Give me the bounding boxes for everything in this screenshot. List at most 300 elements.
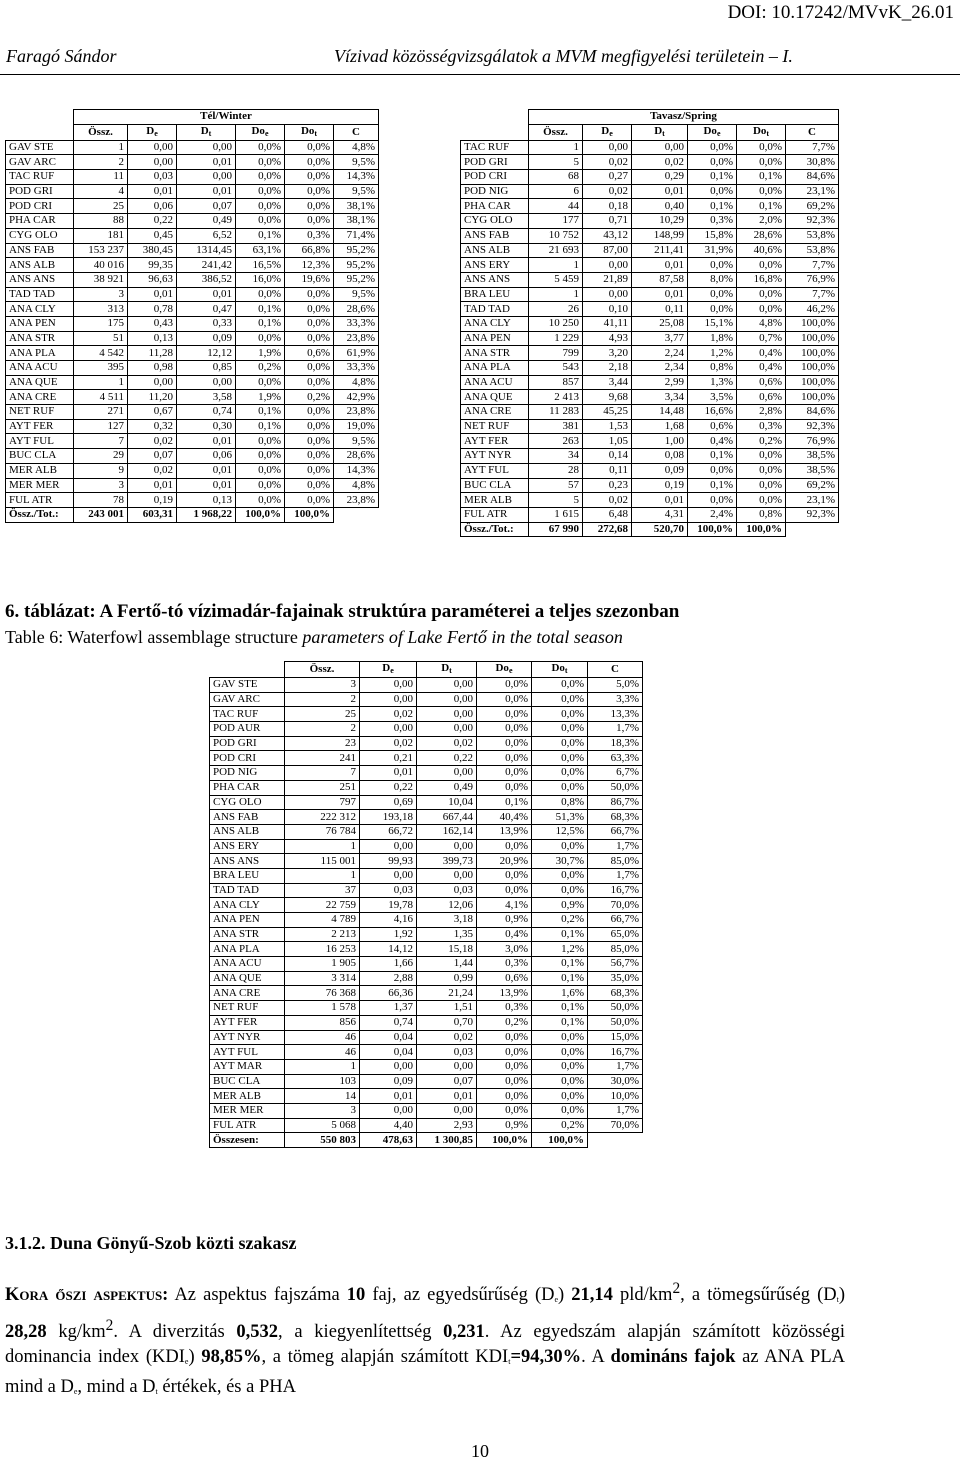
value-cell: 56,7% [588, 957, 643, 972]
value-cell: 1 [285, 839, 360, 854]
value-cell: 0,0% [532, 722, 588, 737]
value-cell: 0,00 [128, 140, 177, 155]
table-row [6, 214, 379, 229]
value-cell: 2 213 [285, 927, 360, 942]
table-row [210, 707, 643, 722]
table-row [461, 463, 839, 478]
winter-table [5, 109, 379, 523]
table-row [6, 331, 379, 346]
table-row [6, 140, 379, 155]
table-row [6, 390, 379, 405]
value-cell: 1,2% [532, 942, 588, 957]
species-code-cell: ANA PLA [210, 942, 285, 957]
value-cell: 399,73 [417, 854, 477, 869]
value-cell: 33,3% [334, 316, 379, 331]
value-cell: 87,00 [583, 243, 632, 258]
species-code-cell: NET RUF [6, 405, 74, 420]
species-code-cell: ANS ALB [461, 243, 529, 258]
species-code-cell: ANS ALB [210, 824, 285, 839]
value-cell: 0,00 [360, 1059, 417, 1074]
value-cell: 100,0% [786, 331, 839, 346]
value-cell: 43,12 [583, 228, 632, 243]
value-cell: 1,00 [632, 434, 688, 449]
value-cell: 0,00 [417, 766, 477, 781]
species-code-cell: AYT FUL [461, 463, 529, 478]
table-row [6, 493, 379, 508]
value-cell: 0,00 [632, 140, 688, 155]
value-cell: 0,0% [532, 766, 588, 781]
value-cell: 0,0% [236, 184, 285, 199]
value-cell: 2,34 [632, 361, 688, 376]
value-cell: 7,7% [786, 258, 839, 273]
value-cell: 0,70 [417, 1015, 477, 1030]
species-code-cell: ANS FAB [210, 810, 285, 825]
table-caption-hungarian: 6. táblázat: A Fertő-tó vízimadár-fajainak struktúra paraméterei a teljes szezonban [5, 601, 680, 622]
value-cell: 0,02 [417, 736, 477, 751]
species-code-cell: ANA ACU [461, 375, 529, 390]
value-cell: 0,0% [532, 780, 588, 795]
value-cell: 0,3% [477, 1001, 532, 1016]
value-cell: 5 [529, 493, 583, 508]
value-cell: 0,0% [477, 736, 532, 751]
value-cell: 0,06 [177, 449, 236, 464]
value-cell: 5 459 [529, 272, 583, 287]
value-cell: 0,1% [236, 302, 285, 317]
species-code-cell: POD GRI [210, 736, 285, 751]
value-cell: 0,0% [688, 302, 737, 317]
value-cell: 78 [74, 493, 128, 508]
value-cell: 799 [529, 346, 583, 361]
value-cell: 0,6% [737, 390, 786, 405]
value-cell: 2 [285, 722, 360, 737]
species-code-cell: MER ALB [461, 493, 529, 508]
value-cell: 1,7% [588, 868, 643, 883]
value-cell: 162,14 [417, 824, 477, 839]
value-cell: 21,24 [417, 986, 477, 1001]
value-cell: 1,9% [236, 346, 285, 361]
winter-column-header-row [6, 124, 379, 140]
value-cell: 0,0% [688, 493, 737, 508]
table-row [461, 155, 839, 170]
value-cell: 86,7% [588, 795, 643, 810]
value-cell: 2 413 [529, 390, 583, 405]
value-cell: 70,0% [588, 1118, 643, 1133]
value-cell: 1 905 [285, 957, 360, 972]
table-row [210, 824, 643, 839]
value-cell: 857 [529, 375, 583, 390]
value-cell: 38 921 [74, 272, 128, 287]
table-row [210, 751, 643, 766]
value-cell: 69,2% [786, 478, 839, 493]
species-code-cell: CYG OLO [6, 228, 74, 243]
total-cell: 603,31 [128, 507, 177, 522]
value-cell: 1314,45 [177, 243, 236, 258]
value-cell: 85,0% [588, 854, 643, 869]
value-cell: 1 [529, 287, 583, 302]
total-cell: 520,70 [632, 522, 688, 537]
value-cell: 95,2% [334, 243, 379, 258]
value-cell: 0,00 [177, 170, 236, 185]
table-row [210, 957, 643, 972]
value-cell: 0,00 [360, 692, 417, 707]
value-cell: 53,8% [786, 228, 839, 243]
value-cell: 0,0% [688, 463, 737, 478]
total-cell: 550 803 [285, 1133, 360, 1148]
value-cell: 0,4% [477, 927, 532, 942]
value-cell: 0,04 [360, 1045, 417, 1060]
species-code-cell: TAD TAD [6, 287, 74, 302]
species-code-cell: AYT FER [210, 1015, 285, 1030]
value-cell: 211,41 [632, 243, 688, 258]
value-cell: 0,1% [688, 478, 737, 493]
value-cell: 4,1% [477, 898, 532, 913]
value-cell: 175 [74, 316, 128, 331]
value-cell: 181 [74, 228, 128, 243]
spring-total-row [461, 522, 839, 537]
value-cell: 0,0% [477, 1059, 532, 1074]
species-code-cell: AYT FER [461, 434, 529, 449]
value-cell: 19,78 [360, 898, 417, 913]
table-row [461, 302, 839, 317]
value-cell: 84,6% [786, 170, 839, 185]
value-cell: 0,0% [236, 434, 285, 449]
value-cell: 46 [285, 1030, 360, 1045]
table-row [210, 1103, 643, 1118]
species-code-cell: ANA QUE [210, 971, 285, 986]
col-header-doe: $Do_e$ [236, 124, 285, 140]
species-code-cell: BRA LEU [210, 868, 285, 883]
table-row [461, 214, 839, 229]
table-row [210, 883, 643, 898]
value-cell: 15,18 [417, 942, 477, 957]
value-cell: 0,99 [417, 971, 477, 986]
value-cell: 71,4% [334, 228, 379, 243]
value-cell: 87,58 [632, 272, 688, 287]
value-cell: 193,18 [360, 810, 417, 825]
species-code-cell: BRA LEU [461, 287, 529, 302]
value-cell: 0,01 [177, 155, 236, 170]
value-cell: 0,0% [236, 375, 285, 390]
value-cell: 16,5% [236, 258, 285, 273]
table-row [210, 927, 643, 942]
value-cell: 177 [529, 214, 583, 229]
value-cell: 0,1% [236, 419, 285, 434]
spring-column-header-row [461, 124, 839, 140]
value-cell: 92,3% [786, 419, 839, 434]
winter-season-header: Tél/Winter [74, 110, 379, 125]
species-code-cell: MER ALB [6, 463, 74, 478]
page-number: 10 [471, 1441, 489, 1461]
table-row [6, 316, 379, 331]
species-code-cell: ANS ANS [6, 272, 74, 287]
value-cell: 20,9% [477, 854, 532, 869]
value-cell: 12,3% [285, 258, 334, 273]
value-cell: 76,9% [786, 272, 839, 287]
value-cell: 0,0% [737, 155, 786, 170]
value-cell: 10,29 [632, 214, 688, 229]
value-cell: 0,0% [532, 1103, 588, 1118]
value-cell: 0,00 [177, 375, 236, 390]
col-header-c: C [786, 124, 839, 140]
value-cell: 25,08 [632, 316, 688, 331]
col-header-de: $D_e$ [128, 124, 177, 140]
value-cell: 0,0% [477, 839, 532, 854]
value-cell: 0,00 [417, 839, 477, 854]
table-row [461, 184, 839, 199]
value-cell: 0,00 [128, 155, 177, 170]
species-code-cell: MER MER [6, 478, 74, 493]
value-cell: 0,0% [236, 170, 285, 185]
table-row [6, 375, 379, 390]
value-cell: 0,00 [177, 140, 236, 155]
table-row [461, 170, 839, 185]
value-cell: 0,0% [532, 736, 588, 751]
value-cell: 0,74 [177, 405, 236, 420]
value-cell: 15,1% [688, 316, 737, 331]
value-cell: 0,00 [417, 722, 477, 737]
header-rule [0, 74, 960, 75]
value-cell: 11 [74, 170, 128, 185]
value-cell: 386,52 [177, 272, 236, 287]
value-cell: 16,8% [737, 272, 786, 287]
value-cell: 0,0% [285, 405, 334, 420]
species-code-cell: ANA CLY [6, 302, 74, 317]
value-cell: 127 [74, 419, 128, 434]
value-cell: 0,47 [177, 302, 236, 317]
value-cell: 0,29 [632, 170, 688, 185]
value-cell: 3 314 [285, 971, 360, 986]
value-cell: 0,1% [532, 971, 588, 986]
value-cell: 0,0% [532, 1030, 588, 1045]
value-cell: 0,00 [417, 678, 477, 693]
value-cell: 85,0% [588, 942, 643, 957]
value-cell: 0,4% [688, 434, 737, 449]
value-cell: 0,0% [737, 449, 786, 464]
species-code-cell: AYT NYR [461, 449, 529, 464]
value-cell: 23,8% [334, 331, 379, 346]
value-cell: 0,0% [285, 449, 334, 464]
overall-total-row [210, 1133, 643, 1148]
col-header-ossz: Össz. [529, 124, 583, 140]
value-cell: 0,0% [737, 463, 786, 478]
table-row [6, 199, 379, 214]
value-cell: 0,8% [688, 361, 737, 376]
table-row [210, 780, 643, 795]
value-cell: 0,0% [477, 1103, 532, 1118]
value-cell: 1 [74, 375, 128, 390]
value-cell: 0,1% [532, 1001, 588, 1016]
table-row [210, 810, 643, 825]
value-cell: 0,0% [532, 839, 588, 854]
species-code-cell: NET RUF [210, 1001, 285, 1016]
value-cell: 0,07 [177, 199, 236, 214]
table-row [461, 140, 839, 155]
value-cell: 0,01 [632, 493, 688, 508]
value-cell: 9,5% [334, 287, 379, 302]
table-row [210, 736, 643, 751]
value-cell: 0,01 [177, 287, 236, 302]
total-cell: 1 968,22 [177, 507, 236, 522]
value-cell: 2,99 [632, 375, 688, 390]
value-cell: 6,52 [177, 228, 236, 243]
value-cell: 0,0% [688, 155, 737, 170]
table-row [461, 243, 839, 258]
value-cell: 1 578 [285, 1001, 360, 1016]
table-row [6, 302, 379, 317]
species-code-cell: ANA CLY [461, 316, 529, 331]
value-cell: 0,0% [688, 184, 737, 199]
value-cell: 6,7% [588, 766, 643, 781]
table-row [461, 287, 839, 302]
value-cell: 0,0% [532, 1074, 588, 1089]
value-cell: 0,00 [360, 678, 417, 693]
value-cell: 68,3% [588, 986, 643, 1001]
table-row [210, 1001, 643, 1016]
value-cell: 0,0% [285, 493, 334, 508]
value-cell: 0,0% [688, 258, 737, 273]
total-cell: 100,0% [737, 522, 786, 537]
value-cell: 0,00 [417, 1103, 477, 1118]
species-code-cell: CYG OLO [210, 795, 285, 810]
value-cell: 4 [74, 184, 128, 199]
value-cell: 29 [74, 449, 128, 464]
col-header-dot: $Do_t$ [285, 124, 334, 140]
value-cell: 70,0% [588, 898, 643, 913]
value-cell: 0,0% [285, 331, 334, 346]
value-cell: 0,00 [417, 1059, 477, 1074]
value-cell: 0,00 [417, 868, 477, 883]
value-cell: 10,0% [588, 1089, 643, 1104]
value-cell: 21,89 [583, 272, 632, 287]
value-cell: 0,0% [532, 883, 588, 898]
value-cell: 0,00 [583, 287, 632, 302]
value-cell: 0,0% [285, 214, 334, 229]
table-row [210, 971, 643, 986]
table-row [461, 272, 839, 287]
species-code-cell: TAD TAD [210, 883, 285, 898]
value-cell: 0,2% [532, 913, 588, 928]
col-header-ossz: Össz. [74, 124, 128, 140]
species-code-cell: TAD TAD [461, 302, 529, 317]
value-cell: 68 [529, 170, 583, 185]
value-cell: 0,3% [285, 228, 334, 243]
value-cell: 0,27 [583, 170, 632, 185]
value-cell: 40,4% [477, 810, 532, 825]
table-row [6, 434, 379, 449]
value-cell: 3 [74, 287, 128, 302]
table-row [210, 898, 643, 913]
species-code-cell: AYT FER [6, 419, 74, 434]
value-cell: 11 283 [529, 405, 583, 420]
value-cell: 50,0% [588, 780, 643, 795]
value-cell: 0,0% [477, 722, 532, 737]
total-cell: 100,0% [236, 507, 285, 522]
species-code-cell: AYT FUL [210, 1045, 285, 1060]
value-cell: 23 [285, 736, 360, 751]
value-cell: 0,1% [688, 199, 737, 214]
value-cell: 0,32 [128, 419, 177, 434]
species-code-cell: POD CRI [6, 199, 74, 214]
value-cell: 23,1% [786, 493, 839, 508]
value-cell: 0,0% [532, 1089, 588, 1104]
value-cell: 30,8% [786, 155, 839, 170]
table-row [6, 405, 379, 420]
value-cell: 0,0% [737, 258, 786, 273]
value-cell: 0,0% [236, 449, 285, 464]
table-row [461, 258, 839, 273]
value-cell: 0,01 [177, 434, 236, 449]
value-cell: 0,0% [285, 478, 334, 493]
species-code-cell: ANA STR [210, 927, 285, 942]
col-header-ossz: Össz. [285, 662, 360, 678]
value-cell: 51,3% [532, 810, 588, 825]
running-header-author: Faragó Sándor [6, 46, 117, 66]
value-cell: 26 [529, 302, 583, 317]
doi-label: DOI: 10.17242/MVvK_26.01 [727, 2, 954, 23]
value-cell: 6 [529, 184, 583, 199]
table-row [210, 678, 643, 693]
value-cell: 40 016 [74, 258, 128, 273]
value-cell: 9,5% [334, 155, 379, 170]
value-cell: 44 [529, 199, 583, 214]
value-cell: 1,7% [588, 1059, 643, 1074]
species-code-cell: ANA PEN [6, 316, 74, 331]
table-row [6, 184, 379, 199]
value-cell: 0,02 [128, 434, 177, 449]
value-cell: 14,48 [632, 405, 688, 420]
value-cell: 0,43 [128, 316, 177, 331]
table-row [461, 331, 839, 346]
spring-table [460, 109, 839, 537]
value-cell: 30,7% [532, 854, 588, 869]
value-cell: 0,4% [737, 346, 786, 361]
species-code-cell: ANS ANS [210, 854, 285, 869]
value-cell: 0,6% [737, 375, 786, 390]
species-code-cell: POD NIG [461, 184, 529, 199]
table-row [461, 507, 839, 522]
value-cell: 33,3% [334, 361, 379, 376]
species-code-cell: TAC RUF [210, 707, 285, 722]
species-code-cell: GAV STE [210, 678, 285, 693]
value-cell: 9,5% [334, 434, 379, 449]
value-cell: 1,7% [588, 1103, 643, 1118]
value-cell: 0,03 [360, 883, 417, 898]
value-cell: 1 [285, 868, 360, 883]
value-cell: 4,16 [360, 913, 417, 928]
value-cell: 0,0% [285, 302, 334, 317]
value-cell: 0,09 [360, 1074, 417, 1089]
value-cell: 7,7% [786, 287, 839, 302]
col-header-doe: $Do_e$ [688, 124, 737, 140]
value-cell: 0,3% [688, 214, 737, 229]
value-cell: 0,02 [360, 707, 417, 722]
value-cell: 0,0% [688, 287, 737, 302]
value-cell: 0,1% [477, 795, 532, 810]
value-cell: 0,0% [532, 707, 588, 722]
value-cell: 0,03 [128, 170, 177, 185]
value-cell: 0,0% [737, 478, 786, 493]
value-cell: 0,03 [417, 883, 477, 898]
value-cell: 5,0% [588, 678, 643, 693]
value-cell: 28 [529, 463, 583, 478]
value-cell: 0,08 [632, 449, 688, 464]
species-code-cell: ANS ALB [6, 258, 74, 273]
body-paragraph: Kora őszi aspektus: Az aspektus fajszáma 10 faj, az egyedsűrűség $(D_e)$ 21,14 pld/$km^2$, a tömegsűrűség $(D_t)$ 28,28 $kg/km^2$. A diverzitás 0,532, a kiegyenlítettség 0,231. Az egyedszám alapján számított közösségi dominancia index $(KDI_e)$ 98,85%, a tömeg alapján számított $KDI_t=94,30\%$. A domináns fajok az ANA PLA mind a $D_e$, mind a $D_t$ értékek, és a PHA [5, 1280, 845, 1397]
total-cell: 100,0% [532, 1133, 588, 1148]
value-cell: 153 237 [74, 243, 128, 258]
value-cell: 0,6% [688, 419, 737, 434]
value-cell: 92,3% [786, 214, 839, 229]
